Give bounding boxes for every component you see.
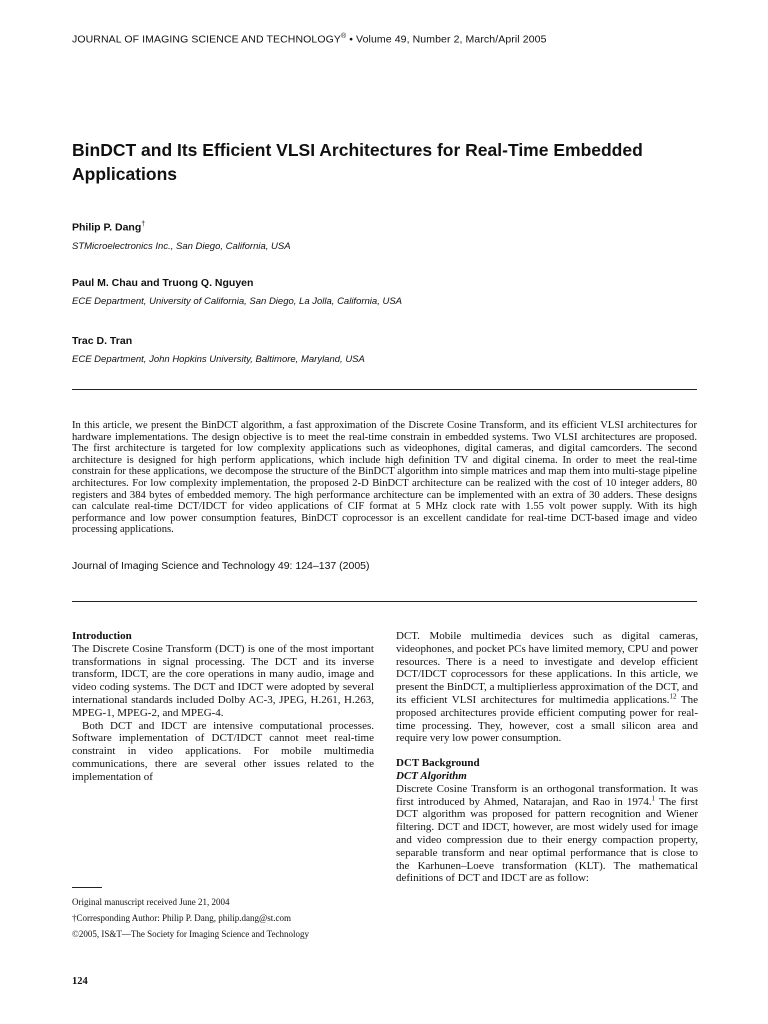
author-affiliation: ECE Department, University of California, San Diego, La Jolla, California, USA <box>72 296 403 307</box>
running-header <box>72 33 712 46</box>
author-name: Trac D. Tran <box>72 335 133 347</box>
right-column <box>396 630 698 885</box>
section-heading-introduction: Introduction <box>72 630 132 642</box>
author-block-1 <box>72 218 712 254</box>
body-paragraph: Both DCT and IDCT are intensive computational processes. Software implementation of DCT/IDCT cannot meet real-time constraint in video applications. For mobile multimedia communications, there are several other issues related to the implementation of <box>72 719 374 783</box>
body-paragraph: DCT. Mobile multimedia devices such as digital cameras, videophones, and pocket PCs have limited memory, CPU and power resources. There is a need to investigate and develop efficient DCT/IDCT coprocessors for these applications. In this article, we present the BinDCT, a multiplierless approximation of the DCT, and its efficient VLSI architectures for multimedia applications.$^{12}$ The proposed architectures provide efficient computing power for real-time processing. They, however, cost a small silicon area and require very low power consumption. <box>396 630 698 745</box>
author-name: Philip P. Dang† <box>72 221 146 234</box>
registered-mark: ® <box>340 33 347 40</box>
issue-info: • Volume 49, Number 2, March/April 2005 <box>346 33 547 46</box>
divider-rule <box>72 389 697 390</box>
author-block-2 <box>72 276 712 309</box>
reference-mark: 1 <box>651 793 656 802</box>
footnote-rule <box>72 887 102 888</box>
page-number: 124 <box>72 976 88 987</box>
left-column <box>72 630 374 784</box>
paper-title: BinDCT and Its Efficient VLSI Architectures for Real-Time Embedded Applications <box>72 140 643 184</box>
author-mark: † <box>141 221 146 228</box>
reference-mark: 12 <box>669 692 677 701</box>
body-paragraph: The Discrete Cosine Transform (DCT) is one of the most important transformations in signal processing. The DCT and its inverse transform, IDCT, are the core operations in many audio, image and video coding systems. The DCT and IDCT were adopted by several international standards included Dolby AC-3, JPEG, H.261, H.263, MPEG-1, MPEG-2, and MPEG-4. <box>72 642 374 719</box>
footnote-copyright: ©2005, IS&T—The Society for Imaging Science and Technology <box>72 929 309 939</box>
section-heading-dct-background: DCT Background <box>396 757 480 770</box>
footnote-corresponding-author: †Corresponding Author: Philip P. Dang, philip.dang@st.com <box>72 913 292 923</box>
abstract: In this article, we present the BinDCT algorithm, a fast approximation of the Discrete Cosine Transform, and its efficient VLSI architectures for hardware implementations. The design objective is to meet the real-time constrain in embedded systems. Two VLSI architectures are proposed. The first architecture is targeted for low complexity applications such as videophones, digital cameras, and digital camcorders. The second architecture is designed for high perform applications, which include high definition TV and digital cinema. In order to meet the real-time constrain for these applications, we decompose the structure of the BinDCT algorithm into simple matrices and map them into multi-stage pipeline architectures. For low complexity implementation, the proposed 2-D BinDCT architecture can be realized with the cost of 10 integer adders, 80 registers and 384 bytes of embedded memory. The high performance architecture can be implemented with an extra of 30 adders. These designs can calculate real-time DCT/IDCT for video applications of CIF format at 5 MHz clock rate with 1.55 volt power supply. With its high performance and low power consumption features, BinDCT coprocessor is an excellent candidate for real-time DCT-based image and video processing applications. <box>72 420 697 536</box>
footnote-received: Original manuscript received June 21, 2004 <box>72 897 230 907</box>
footnotes <box>72 894 377 942</box>
author-block-3 <box>72 334 712 367</box>
body-paragraph: Discrete Cosine Transform is an orthogonal transformation. It was first introduced by Ahmed, Natarajan, and Rao in 1974.$^1$ The first DCT algorithm was proposed for pattern recognition and Wiener filtering. DCT and IDCT, however, are most widely used for image and video compression due to their energy compaction property, separable transform and near optimal performance that is close to the Karhunen–Loeve transformation (KLT). The mathematical definitions of DCT and IDCT are as follow: <box>396 782 698 885</box>
author-affiliation: STMicroelectronics Inc., San Diego, California, USA <box>72 240 291 252</box>
author-name: Paul M. Chau and Truong Q. Nguyen <box>72 277 254 289</box>
divider-rule <box>72 601 697 602</box>
author-affiliation: ECE Department, John Hopkins University, Baltimore, Maryland, USA <box>72 354 365 365</box>
citation: Journal of Imaging Science and Technology 49: 124–137 (2005) <box>72 560 370 572</box>
subsection-heading-dct-algorithm: DCT Algorithm <box>396 769 467 782</box>
journal-name: JOURNAL OF IMAGING SCIENCE AND TECHNOLOGY <box>72 33 341 46</box>
